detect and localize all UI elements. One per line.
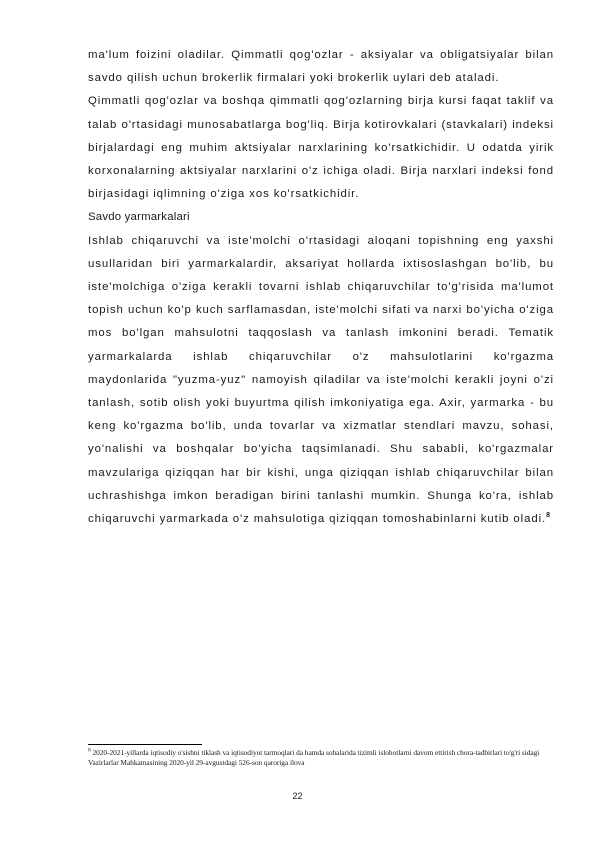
footnote-separator [88, 744, 202, 745]
body-text [88, 44, 554, 531]
page-number: 22 [292, 791, 303, 801]
paragraph-trade-fairs [88, 230, 554, 532]
paragraph-continued: ma'lum foizini oladilar. Qimmatli qog'ozlar - aksiyalar va obligatsiyalar bilan savdo qilish uchun brokerlik firmalari yoki brokerlik uylari deb ataladi. [88, 49, 554, 85]
paragraph-stock-prices: Qimmatli qog'ozlar va boshqa qimmatli qog'ozlarning birja kursi faqat taklif va talab o'rtasidagi munosabatlarga bog'liq. Birja kotirovkalari (stavkalari) indeksi birjalardagi eng muhim aktsiyalar narxlarining ko'rsatkichidir. U odatda yirik korxonalarning aktsiyalar narxlarini o'z ichiga oladi. Birja narxlari indeksi fond birjasidagi iqlimning o'ziga xos ko'rsatkichidir. [88, 95, 554, 201]
paragraph-trade-fairs-text: Ishlab chiqaruvchi va iste'molchi o'rtasidagi aloqani topishning eng yaxshi usullaridan biri yarmarkalardir, aksariyat hollarda ixtisoslashgan bo'lib, bu iste'molchiga o'ziga kerakli tovarni ishlab chiqaruvchilar to'g'risida ma'lumot topish uchun ko'p kuch sarflamasdan, iste'molchi sifati va narxi bo'yicha o'ziga mos bo'lgan mahsulotni taqqoslash va tanlash imkonini beradi. Tematik yarmarkalarda ishlab chiqaruvchilar o'z mahsulotlarini ko'rgazma maydonlarida "yuzma-yuz" namoyish qiladilar va iste'molchi kerakli joyni o'zi tanlash, sotib olish yoki buyurtma qilish imkoniyatiga ega. Axir, yarmarka - bu keng ko'rgazma bo'lib, unda tovarlar va xizmatlar stendlari mavzu, sohasi, yo'nalishi va boshqalar bo'yicha taqsimlanadi. Shu sababli, ko'rgazmalar mavzulariga qiziqqan har bir kishi, unga qiziqqan ishlab chiqaruvchilar bilan uchrashishga imkon beradigan birini tanlashi mumkin. Shunga ko'ra, ishlab chiqaruvchi yarmarkada o'z mahsulotiga qiziqqan tomoshabinlarni kutib oladi. [88, 234, 554, 526]
footnote [88, 748, 548, 767]
footnote-text: 2020-2021-yillarda iqtisodiy o'sishni tiklash va iqtisodiyot tarmoqlari da hamda sohalarida tizimli islohotlarni davom ettirish chora-tadbirlari to'g'ri sidagi Vazirlarlar Mahkamasining 2020-yil 29-avgustdagi 526-son qaroriga ilova [88, 748, 540, 767]
section-heading: Savdo yarmarkalari [88, 211, 190, 224]
footnote-reference[interactable]: 8 [546, 512, 550, 520]
footnote-number: 8 [88, 747, 91, 754]
